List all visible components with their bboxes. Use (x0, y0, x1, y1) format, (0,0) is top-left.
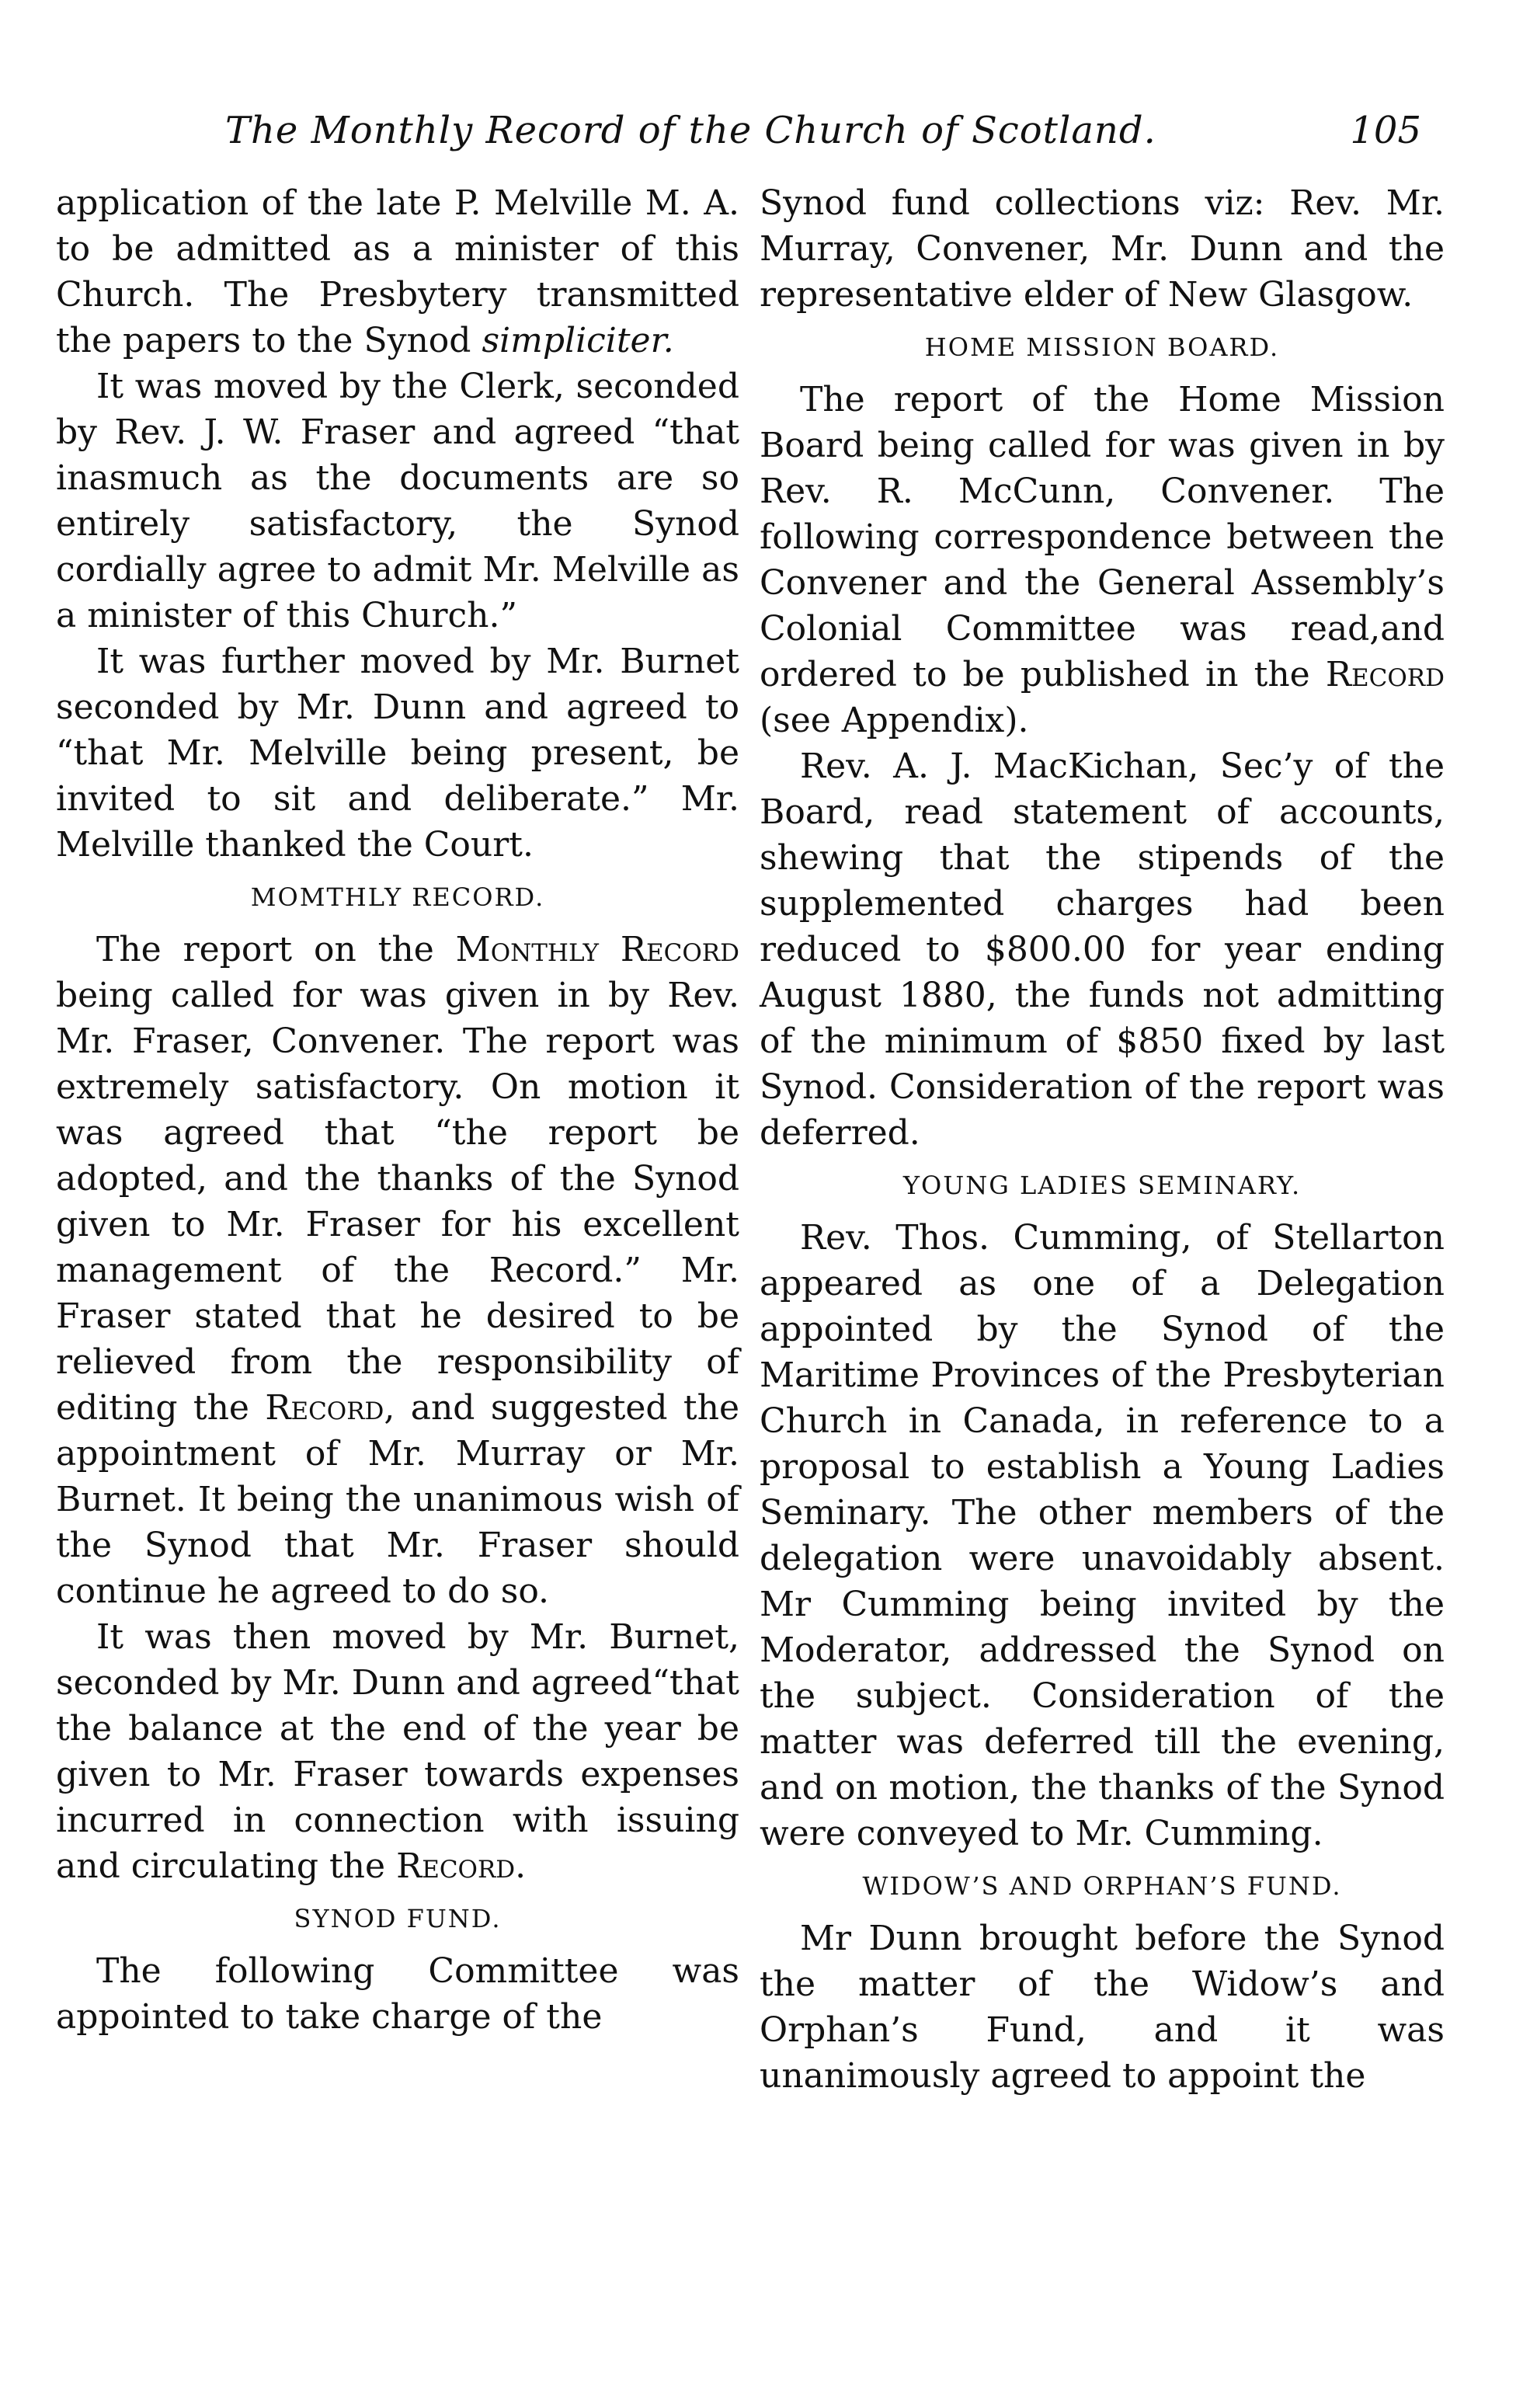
section-heading-monthly-record: MOMTHLY RECORD. (250, 882, 545, 912)
section-heading-young-ladies-seminary: YOUNG LADIES SEMINARY. (902, 1171, 1302, 1200)
paragraph: Mr Dunn brought before the Synod the matter of the Widow’s and Orphan’s Fund, and it was unanimously agreed to appoint the (760, 1919, 1445, 2096)
small-caps-term: Record (1325, 655, 1445, 694)
small-caps-term: Monthly Record (455, 930, 739, 969)
paragraph: Rev. A. J. MacKichan, Sec’y of the Board, read statement of accounts, shewing that the stipends of the supplemented charges had been reduced to $800.00 for year ending August 1880, the funds not admitting of the minimum of $850 fixed by last Synod. Consideration of the report was deferred. (760, 746, 1445, 1153)
paragraph: It was further moved by Mr. Burnet seconded by Mr. Dunn and agreed to “that Mr. Melville being present, be invited to sit and deliberate.” Mr. Melville thanked the Court. (56, 642, 739, 865)
page-number: 105 (1350, 109, 1421, 152)
paragraph-text: . (515, 1846, 527, 1886)
paragraph: Rev. Thos. Cumming, of Stellarton appeared as one of a Delegation appointed by the Synod of the Maritime Provinces of the Presbyterian Church in Canada, in reference to a proposal to establish a Young Ladies Seminary. The other members of the delegation were unavoidably absent. Mr Cumming being invited by the Moderator, addressed the Synod on the subject. Consideration of the matter was deferred till the evening, and on motion, the thanks of the Synod were conveyed to Mr. Cumming. (760, 1218, 1445, 1853)
section-heading-synod-fund: SYNOD FUND. (294, 1904, 502, 1933)
section-heading-home-mission-board: HOME MISSION BOARD. (924, 332, 1280, 362)
left-column (56, 180, 739, 2040)
paragraph (56, 1614, 739, 1889)
small-caps-term: Record (265, 1388, 384, 1428)
paragraph-text: (see Appendix). (760, 701, 1029, 740)
paragraph: The following Committee was appointed to take charge of the (56, 1951, 739, 2037)
section-heading-widows-orphans-fund: WIDOW’S AND ORPHAN’S FUND. (862, 1871, 1342, 1901)
paragraph-text: application of the late P. Melville M. A. to be admitted as a minister of this Church. The Presbytery transmitted the papers to the Synod (56, 183, 739, 360)
paragraph (56, 927, 739, 1614)
right-column (760, 180, 1445, 2099)
italic-term: simpliciter. (482, 321, 674, 360)
paragraph: Synod fund collections viz: Rev. Mr. Murray, Convener, Mr. Dunn and the representative elder of New Glasgow. (760, 183, 1445, 315)
paragraph (760, 377, 1445, 743)
running-header (225, 109, 1421, 155)
running-title: The Monthly Record of the Church of Scotland. (225, 109, 1156, 152)
paragraph-text: The report on the (96, 930, 434, 969)
paragraph-text: , and suggested the appointment of Mr. Murray or Mr. Burnet. It being the unanimous wish of the Synod that Mr. Fraser should continue he agreed to do so. (56, 1388, 739, 1611)
paragraph: It was moved by the Clerk, seconded by Rev. J. W. Fraser and agreed “that inasmuch as the documents are so entirely satisfactory, the Synod cordially agree to admit Mr. Melville as a minister of this Church.” (56, 367, 739, 635)
paragraph (56, 180, 739, 364)
paragraph-text: The report of the Home Mission Board being called for was given in by Rev. R. McCunn, Convener. The following correspondence between the Convener and the General Assembly’s Colonial Committee was read,and ordered to be published in the (760, 380, 1445, 694)
paragraph-text: It was then moved by Mr. Burnet, seconded by Mr. Dunn and agreed“that the balance at the end of the year be given to Mr. Fraser towards expenses incurred in connection with issuing and circulating the (56, 1617, 739, 1886)
paragraph-text: being called for was given in by Rev. Mr. Fraser, Convener. The report was extremely satisfactory. On motion it was agreed that “the report be adopted, and the thanks of the Synod given to Mr. Fraser for his excellent management of the Record.” Mr. Fraser stated that he desired to be relieved from the responsibility of editing the (56, 976, 739, 1428)
small-caps-term: Record (396, 1846, 516, 1886)
